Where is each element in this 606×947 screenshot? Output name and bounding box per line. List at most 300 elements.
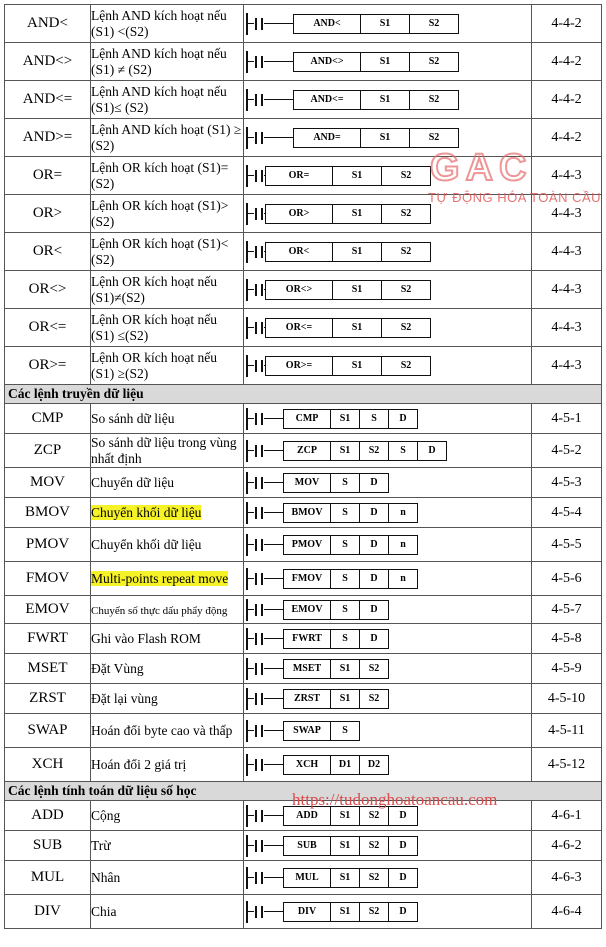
instruction-description: Hoán đổi byte cao và thấp [91,722,233,738]
instruction-mnemonic-box: ZCP [283,441,331,461]
operand-box: S2 [381,318,431,338]
instruction-mnemonic-box: SWAP [283,721,331,741]
instruction-mnemonic-box: AND< [293,14,361,34]
instruction-mnemonic-box: AND= [293,128,361,148]
instruction-code: OR> [5,195,91,233]
operand-box: S2 [359,868,389,888]
manual-reference: 4-6-2 [532,831,602,861]
instruction-code: ZCP [5,434,91,468]
manual-reference: 4-5-7 [532,596,602,624]
instruction-description: Cộng [91,807,121,823]
ladder-diagram [244,202,531,226]
operand-box: S2 [381,356,431,376]
operand-box: S [388,441,418,461]
contact-symbol [252,94,266,106]
instruction-description-cell [91,43,244,81]
instruction-description-cell [91,801,244,831]
wire [264,544,284,545]
instruction-description-cell [91,81,244,119]
instruction-block [266,280,431,300]
power-rail [246,867,248,889]
manual-reference: 4-4-3 [532,347,602,385]
instruction-row [5,596,602,624]
ladder-diagram-cell [244,271,532,309]
wire [264,23,294,24]
wire [264,418,284,419]
instruction-code: FWRT [5,624,91,654]
instruction-block [284,868,418,888]
instruction-code: FMOV [5,562,91,596]
instruction-row [5,895,602,929]
ladder-diagram-cell [244,654,532,684]
instruction-description-cell [91,233,244,271]
instruction-block [284,836,418,856]
instruction-block [266,356,431,376]
ladder-diagram-cell [244,347,532,385]
operand-box: S1 [332,356,382,376]
operand-box: S [359,409,389,429]
ladder-diagram [244,12,531,36]
instruction-description: Multi-points repeat move [91,570,229,586]
instruction-description-cell [91,195,244,233]
instruction-description-cell [91,404,244,434]
instruction-description-cell [91,748,244,782]
ladder-diagram [244,240,531,264]
instruction-block [284,409,418,429]
manual-reference: 4-4-3 [532,195,602,233]
contact-symbol [252,322,266,334]
instruction-mnemonic-box: OR< [265,242,333,262]
contact-symbol [252,840,266,852]
ladder-diagram [244,598,531,622]
operand-box: S [330,473,360,493]
operand-box: S2 [409,52,459,72]
instruction-code: MOV [5,468,91,498]
operand-box: S2 [409,128,459,148]
ladder-diagram-cell [244,81,532,119]
instruction-description: Nhân [91,869,121,885]
instruction-row [5,347,602,385]
contact-symbol [252,759,266,771]
manual-reference: 4-5-3 [532,468,602,498]
power-rail [246,13,248,35]
power-rail [246,835,248,857]
wire [264,877,284,878]
contact-symbol [252,246,266,258]
ladder-diagram-cell [244,309,532,347]
contact-symbol [252,604,266,616]
manual-reference: 4-5-8 [532,624,602,654]
instruction-mnemonic-box: XCH [283,755,331,775]
instruction-description-cell [91,861,244,895]
contact-symbol [252,208,266,220]
instruction-block [284,721,360,741]
operand-box: S [330,503,360,523]
operand-box: S2 [381,204,431,224]
ladder-diagram [244,50,531,74]
manual-reference: 4-6-1 [532,801,602,831]
power-rail [246,534,248,556]
ladder-diagram-cell [244,43,532,81]
instruction-description: Lệnh AND kích hoạt nếu (S1) <(S2) [91,7,227,39]
ladder-diagram-cell [244,748,532,782]
instruction-row [5,404,602,434]
manual-reference: 4-4-3 [532,271,602,309]
wire [264,578,284,579]
ladder-diagram [244,471,531,495]
ladder-diagram [244,687,531,711]
ladder-diagram-cell [244,624,532,654]
instruction-block [284,629,389,649]
instruction-mnemonic-box: FWRT [283,629,331,649]
power-rail [246,720,248,742]
power-rail [246,279,248,301]
instruction-description-cell [91,157,244,195]
operand-box: D [388,902,418,922]
instruction-description-cell [91,528,244,562]
instruction-block [284,569,418,589]
power-rail [246,408,248,430]
contact-symbol [252,633,266,645]
manual-reference: 4-5-1 [532,404,602,434]
instruction-row [5,233,602,271]
operand-box: S1 [360,90,410,110]
wire [264,911,284,912]
power-rail [246,658,248,680]
instruction-row [5,434,602,468]
instruction-code: BMOV [5,498,91,528]
manual-reference: 4-4-3 [532,157,602,195]
operand-box: S [330,629,360,649]
operand-box: S1 [330,441,360,461]
operand-box: S [330,535,360,555]
manual-reference: 4-6-4 [532,895,602,929]
instruction-row [5,498,602,528]
instruction-mnemonic-box: FMOV [283,569,331,589]
operand-box: D [359,503,389,523]
ladder-diagram [244,278,531,302]
operand-box: D [359,535,389,555]
manual-reference: 4-5-9 [532,654,602,684]
wire [264,815,284,816]
ladder-diagram-cell [244,404,532,434]
instruction-row [5,562,602,596]
instruction-row [5,468,602,498]
ladder-diagram-cell [244,434,532,468]
instruction-code: AND<= [5,81,91,119]
instruction-row [5,748,602,782]
contact-symbol [252,445,266,457]
instruction-mnemonic-box: MSET [283,659,331,679]
instruction-code: AND>= [5,119,91,157]
instruction-row [5,43,602,81]
ladder-diagram-cell [244,895,532,929]
instruction-description: Chuyển khối dữ liệu [91,504,202,520]
operand-box: S1 [360,14,410,34]
operand-box: D [359,629,389,649]
instruction-block [284,689,389,709]
instruction-description-cell [91,596,244,624]
contact-symbol [252,872,266,884]
operand-box: S2 [359,441,389,461]
manual-reference: 4-4-2 [532,81,602,119]
manual-reference: 4-4-2 [532,5,602,43]
ladder-diagram-cell [244,5,532,43]
instruction-description-cell [91,119,244,157]
instruction-code: SUB [5,831,91,861]
ladder-diagram [244,439,531,463]
contact-symbol [252,170,266,182]
instruction-row [5,309,602,347]
wire [264,482,284,483]
instruction-block [294,90,459,110]
contact-symbol [252,906,266,918]
manual-reference: 4-5-5 [532,528,602,562]
instruction-description: Chuyển dữ liệu [91,474,175,490]
instruction-mnemonic-box: ADD [283,806,331,826]
contact-symbol [252,360,266,372]
instruction-code: OR<= [5,309,91,347]
power-rail [246,241,248,263]
operand-box: D [359,569,389,589]
operand-box: D [417,441,447,461]
ladder-diagram [244,407,531,431]
ladder-diagram-cell [244,498,532,528]
operand-box: S1 [330,806,360,826]
instruction-row [5,81,602,119]
instruction-block [284,600,389,620]
instruction-block [294,52,459,72]
instruction-description-cell [91,895,244,929]
instruction-description-cell [91,434,244,468]
instruction-mnemonic-box: MOV [283,473,331,493]
wire [264,638,284,639]
operand-box: D [388,409,418,429]
instruction-description: Lệnh OR kích hoạt nếu (S1) ≤(S2) [91,311,217,343]
instruction-mnemonic-box: OR= [265,166,333,186]
instruction-row [5,654,602,684]
instruction-mnemonic-box: AND<= [293,90,361,110]
instruction-block [284,473,389,493]
contact-symbol [252,284,266,296]
instruction-description-cell [91,5,244,43]
ladder-diagram-cell [244,233,532,271]
instruction-description: Lệnh AND kích hoạt nếu (S1) ≠ (S2) [91,45,227,77]
instruction-mnemonic-box: PMOV [283,535,331,555]
power-rail [246,165,248,187]
instruction-row [5,861,602,895]
instruction-code: MSET [5,654,91,684]
power-rail [246,51,248,73]
wire [264,99,294,100]
operand-box: S2 [381,166,431,186]
operand-box: S2 [409,90,459,110]
instruction-block [266,204,431,224]
section-title: Các lệnh truyền dữ liệu [5,385,602,404]
instruction-block [294,128,459,148]
gac-logo-watermark [430,150,600,184]
instruction-description: Trừ [91,837,111,853]
ladder-diagram [244,126,531,150]
instruction-code: DIV [5,895,91,929]
instruction-mnemonic-box: OR>= [265,356,333,376]
instruction-description-cell [91,831,244,861]
instruction-description: Đặt Vùng [91,660,144,676]
ladder-diagram-cell [244,528,532,562]
ladder-diagram-cell [244,468,532,498]
ladder-diagram [244,533,531,557]
contact-symbol [252,477,266,489]
wire [264,137,294,138]
operand-box: D [388,806,418,826]
instruction-description: Lệnh OR kích hoạt (S1)> (S2) [91,197,229,229]
operand-box: S1 [332,242,382,262]
instruction-description: Lệnh OR kích hoạt (S1)= (S2) [91,159,229,191]
power-rail [246,628,248,650]
operand-box: S1 [330,902,360,922]
instruction-code: SWAP [5,714,91,748]
instruction-code: ZRST [5,684,91,714]
instruction-description-cell [91,271,244,309]
contact-symbol [252,539,266,551]
operand-box: S2 [409,14,459,34]
instruction-row [5,714,602,748]
operand-box: S1 [330,689,360,709]
power-rail [246,89,248,111]
instruction-description: Lệnh OR kích hoạt (S1)< (S2) [91,235,229,267]
instruction-description: Lệnh OR kích hoạt nếu (S1)≠(S2) [91,273,217,305]
svg-text:GAC: GAC [430,150,533,184]
manual-reference: 4-5-10 [532,684,602,714]
operand-box: S2 [359,806,389,826]
operand-box: D [359,473,389,493]
instruction-description-cell [91,468,244,498]
operand-box: S1 [332,166,382,186]
instruction-code: XCH [5,748,91,782]
operand-box: D2 [359,755,389,775]
manual-reference: 4-4-3 [532,309,602,347]
operand-box: S1 [330,659,360,679]
power-rail [246,688,248,710]
instruction-mnemonic-box: OR<= [265,318,333,338]
operand-box: S [330,600,360,620]
operand-box: S1 [332,318,382,338]
instruction-code: EMOV [5,596,91,624]
instruction-row [5,831,602,861]
instruction-mnemonic-box: OR<> [265,280,333,300]
operand-box: n [388,503,418,523]
instruction-description-cell [91,562,244,596]
wire [264,764,284,765]
power-rail [246,317,248,339]
power-rail [246,472,248,494]
ladder-diagram [244,316,531,340]
instruction-description: Chuyển khối dữ liệu [91,536,202,552]
instruction-description-cell [91,714,244,748]
manual-reference: 4-4-2 [532,119,602,157]
instruction-code: PMOV [5,528,91,562]
instruction-code: OR= [5,157,91,195]
ladder-diagram-cell [244,684,532,714]
instruction-block [284,503,418,523]
operand-box: D [388,836,418,856]
instruction-row [5,5,602,43]
instruction-block [266,166,431,186]
contact-symbol [252,810,266,822]
wire [264,730,284,731]
power-rail [246,754,248,776]
instruction-description: Chuyển số thực dấu phẩy động [91,604,228,617]
instruction-block [266,242,431,262]
operand-box: S2 [359,902,389,922]
wire [264,609,284,610]
ladder-diagram [244,719,531,743]
instruction-description-cell [91,654,244,684]
operand-box: n [388,569,418,589]
manual-reference: 4-5-2 [532,434,602,468]
operand-box: S2 [359,836,389,856]
instruction-description-cell [91,347,244,385]
power-rail [246,568,248,590]
instruction-block [284,535,418,555]
instruction-description: Ghi vào Flash ROM [91,630,201,646]
ladder-diagram [244,88,531,112]
operand-box: S2 [359,659,389,679]
instruction-description: Đặt lại vùng [91,690,158,706]
operand-box: S1 [330,836,360,856]
ladder-diagram [244,657,531,681]
ladder-diagram [244,354,531,378]
instruction-row [5,684,602,714]
ladder-diagram [244,501,531,525]
manual-reference: 4-5-4 [532,498,602,528]
instruction-description: So sánh dữ liệu [91,410,175,426]
instruction-mnemonic-box: OR> [265,204,333,224]
power-rail [246,127,248,149]
instruction-code: OR< [5,233,91,271]
instruction-description: So sánh dữ liệu trong vùng nhất định [91,434,237,466]
instruction-code: ADD [5,801,91,831]
power-rail [246,901,248,923]
operand-box: D [359,600,389,620]
instruction-description-cell [91,684,244,714]
operand-box: S [330,569,360,589]
contact-symbol [252,507,266,519]
ladder-diagram [244,627,531,651]
manual-reference: 4-6-3 [532,861,602,895]
contact-symbol [252,18,266,30]
instruction-description: Hoán đổi 2 giá trị [91,756,187,772]
manual-reference: 4-4-3 [532,233,602,271]
power-rail [246,502,248,524]
section-title: Các lệnh tính toán dữ liệu số học [5,782,602,801]
power-rail [246,355,248,377]
operand-box: S2 [359,689,389,709]
instruction-code: MUL [5,861,91,895]
operand-box: S1 [360,128,410,148]
ladder-diagram [244,567,531,591]
ladder-diagram [244,900,531,924]
manual-reference: 4-5-12 [532,748,602,782]
contact-symbol [252,725,266,737]
instruction-mnemonic-box: MUL [283,868,331,888]
contact-symbol [252,693,266,705]
instruction-code: AND<> [5,43,91,81]
power-rail [246,805,248,827]
ladder-diagram [244,753,531,777]
instruction-block [284,755,389,775]
contact-symbol [252,413,266,425]
